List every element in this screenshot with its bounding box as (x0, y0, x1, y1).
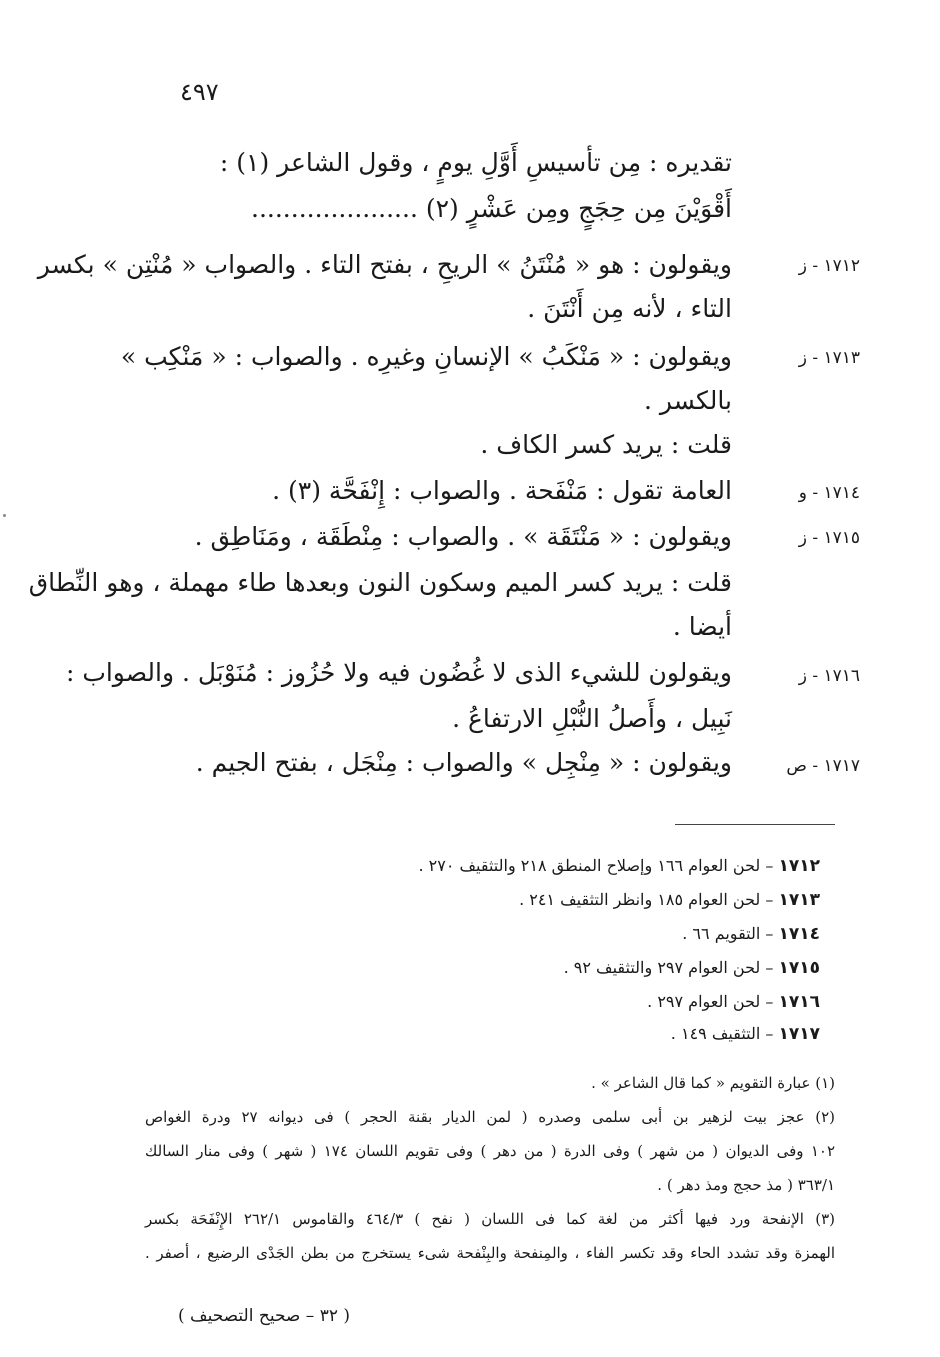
body-line: ويقولون للشيء الذى لا غُضُون فيه ولا حُزُوز : مُنَوْبَل . والصواب : (65, 658, 732, 687)
source-text: – لحن العوام ١٦٦ وإصلاح المنطق ٢١٨ والتثقيف ٢٧٠ . (418, 856, 774, 875)
footnote-line: ٣٦٣/١ ( مذ حجج ومذ دهر ) . (657, 1176, 835, 1194)
source-number: ١٧١٤ (778, 924, 820, 944)
scan-speck (3, 514, 6, 517)
signature-label: ( ٣٢ – صحيح التصحيف ) (177, 1306, 350, 1326)
footnote-line: (٣) الإنفحة ورد فيها أكثر من لغة كما فى اللسان ( نفح ) ٤٦٤/٣ والقاموس ٢٦٢/١ الإِنْفَحَة بكسر (145, 1210, 835, 1228)
source-number: ١٧١٢ (778, 856, 820, 876)
source-line (682, 924, 820, 944)
page-number: ٤٩٧ (180, 78, 219, 106)
source-number: ١٧١٧ (778, 1024, 820, 1044)
source-line (647, 992, 820, 1012)
body-line: ويقولون : « مَنْكَبُ » الإنسانِ وغيرِه . والصواب : « مَنْكِب » (120, 342, 732, 371)
body-line: ويقولون : هو « مُنْتَنُ » الريحِ ، بفتح التاء . والصواب « مُنْتِن » بكسر (37, 250, 732, 279)
entry-number: ١٧١٢ - ز (798, 256, 860, 276)
verse-line: أَقْوَيْنَ مِن حِجَجٍ ومِن عَشْرٍ (٢) ..................... (251, 194, 732, 223)
source-number: ١٧١٣ (778, 890, 820, 910)
source-text: – التقويم ٦٦ . (682, 924, 774, 943)
source-line (671, 1024, 820, 1044)
body-line: بالكسر . (644, 386, 732, 415)
body-line: ويقولون : « مَنْتَقَة » . والصواب : مِنْطَقَة ، ومَنَاطِق . (194, 522, 732, 551)
entry-number: ١٧١٥ - ز (798, 528, 860, 548)
footnote-line: ١٠٢ وفى الديوان ( من شهر ) وفى الدرة ( من دهر ) وفى تقويم اللسان ١٧٤ ( شهر ) وفى منار السالك (145, 1142, 835, 1160)
source-text: – لحن العوام ٢٩٧ والتثقيف ٩٢ . (563, 958, 774, 977)
source-text: – لحن العوام ٢٩٧ . (647, 992, 774, 1011)
entry-number: ١٧١٣ - ز (798, 348, 860, 368)
body-line: قلت : يريد كسر الكاف . (480, 430, 732, 459)
body-line: نَبِيل ، وأَصلُ النُّبْلِ الارتفاعُ . (452, 704, 732, 733)
entry-number: ١٧١٤ - و (798, 483, 860, 503)
body-line: تقديره : مِن تأسيسِ أَوَّلِ يومٍ ، وقول الشاعر (١) : (219, 148, 732, 177)
footnote-line: (٢) عجز بيت لزهير بن أبى سلمى وصدره ( لمن الديار بقنة الحجر ) فى ديوانه ٢٧ ودرة الغواص (145, 1108, 835, 1126)
entry-number: ١٧١٦ - ز (798, 666, 860, 686)
source-number: ١٧١٦ (778, 992, 820, 1012)
footnote-line: الهمزة وقد تشدد الحاء وقد تكسر الفاء ، والمِنفحة والبِنْفحة شىء يستخرج من بطن الجَدْى الرضيع ، أصفر . (145, 1244, 835, 1262)
footnote-line: (١) عبارة التقويم « كما قال الشاعر » . (591, 1074, 835, 1092)
body-line: ويقولون : « مِنْجِل » والصواب : مِنْجَل ، بفتح الجيم . (195, 748, 732, 777)
source-line (519, 890, 820, 910)
source-line (564, 958, 820, 978)
entry-number: ١٧١٧ - ص (786, 756, 860, 776)
footnote-separator (675, 824, 835, 825)
body-line: التاء ، لأنه مِن أَنْتَنَ . (527, 294, 732, 323)
body-line: العامة تقول : مَنْفَحة . والصواب : إِنْفَحَّة (٣) . (272, 476, 732, 505)
body-line: قلت : يريد كسر الميم وسكون النون وبعدها طاء مهملة ، وهو النِّطاق (28, 568, 732, 597)
source-number: ١٧١٥ (778, 958, 820, 978)
source-text: – التثقيف ١٤٩ . (670, 1024, 774, 1043)
body-line: أيضا . (672, 612, 732, 641)
source-text: – لحن العوام ١٨٥ وانظر التثقيف ٢٤١ . (519, 890, 774, 909)
source-line (418, 856, 820, 876)
